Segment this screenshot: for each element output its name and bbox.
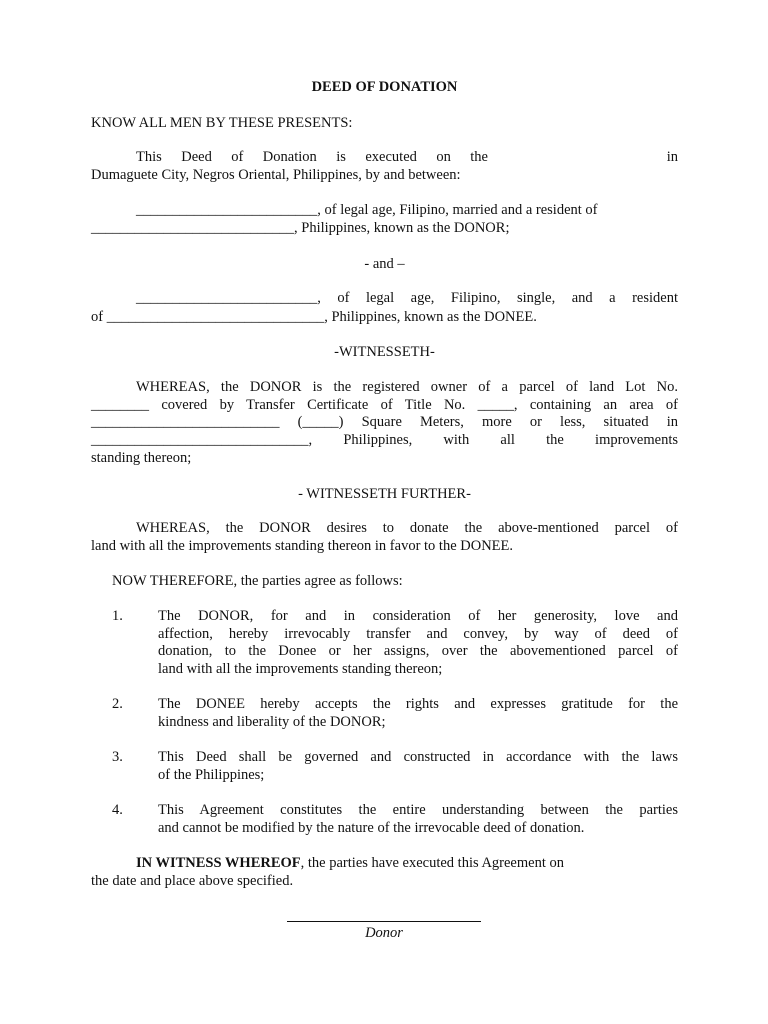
item-2-number: 2. bbox=[112, 696, 123, 712]
item-4-line-1: This Agreement constitutes the entire understanding between the parties bbox=[158, 802, 678, 818]
whereas2-line-2: land with all the improvements standing thereon in favor to the DONEE. bbox=[91, 538, 514, 554]
whereas2-line-1: WHEREAS, the DONOR desires to donate the above-mentioned parcel of bbox=[136, 520, 678, 536]
opening-line: KNOW ALL MEN BY THESE PRESENTS: bbox=[91, 115, 353, 131]
item-3-number: 3. bbox=[112, 749, 123, 765]
item-2-line-1: The DONEE hereby accepts the rights and expresses gratitude for the bbox=[158, 696, 678, 712]
item-1-line-2: affection, hereby irrevocably transfer and convey, by way of deed of bbox=[158, 626, 678, 642]
item-3-line-2: of the Philippines; bbox=[158, 767, 265, 783]
whereas1-line-2: ________ covered by Transfer Certificate of Title No. _____, containing an area of bbox=[91, 397, 678, 413]
witness-line-1 bbox=[136, 855, 678, 873]
item-1-line-3: donation, to the Donee or her assigns, over the abovementioned parcel of bbox=[158, 643, 678, 659]
intro-line-1-text: This Deed of Donation is executed on the bbox=[136, 149, 488, 165]
item-3-line-1: This Deed shall be governed and constructed in accordance with the laws bbox=[158, 749, 678, 765]
witnesseth-further-heading: - WITNESSETH FURTHER- bbox=[298, 486, 471, 502]
witness-line-2: the date and place above specified. bbox=[91, 873, 294, 889]
donor-party-line-2: ____________________________, Philippines, known as the DONOR; bbox=[91, 220, 510, 236]
item-1-line-4: land with all the improvements standing thereon; bbox=[158, 661, 443, 677]
item-1-line-1: The DONOR, for and in consideration of her generosity, love and bbox=[158, 608, 678, 624]
donee-party-line-2: of ______________________________, Philippines, known as the DONEE. bbox=[91, 309, 537, 325]
item-4-number: 4. bbox=[112, 802, 123, 818]
item-1-number: 1. bbox=[112, 608, 123, 624]
now-therefore-line: NOW THEREFORE, the parties agree as follows: bbox=[112, 573, 403, 589]
item-4-line-2: and cannot be modified by the nature of the irrevocable deed of donation. bbox=[158, 820, 585, 836]
witnesseth-heading: -WITNESSETH- bbox=[334, 344, 435, 360]
whereas1-line-4: ______________________________, Philippines, with all the improvements bbox=[91, 432, 678, 448]
document-title: DEED OF DONATION bbox=[311, 79, 458, 95]
intro-line-2: Dumaguete City, Negros Oriental, Philippines, by and between: bbox=[91, 167, 461, 183]
item-2-line-2: kindness and liberality of the DONOR; bbox=[158, 714, 386, 730]
whereas1-line-5: standing thereon; bbox=[91, 450, 192, 466]
and-separator: - and – bbox=[364, 256, 405, 272]
whereas1-line-1: WHEREAS, the DONOR is the registered owner of a parcel of land Lot No. bbox=[136, 379, 678, 395]
donor-signature-line bbox=[287, 921, 481, 922]
donor-signature-label: Donor bbox=[365, 925, 403, 941]
intro-line-1-end: in bbox=[666, 149, 678, 165]
whereas1-line-3: __________________________ (_____) Square Meters, more or less, situated in bbox=[91, 414, 678, 430]
donee-party-line-1: _________________________, of legal age, Filipino, single, and a resident bbox=[136, 290, 678, 306]
witness-line-1-rest: , the parties have executed this Agreement on bbox=[300, 855, 564, 871]
donor-party-line-1: _________________________, of legal age, Filipino, married and a resident of bbox=[136, 202, 598, 218]
witness-bold-phrase: IN WITNESS WHEREOF bbox=[136, 855, 301, 871]
